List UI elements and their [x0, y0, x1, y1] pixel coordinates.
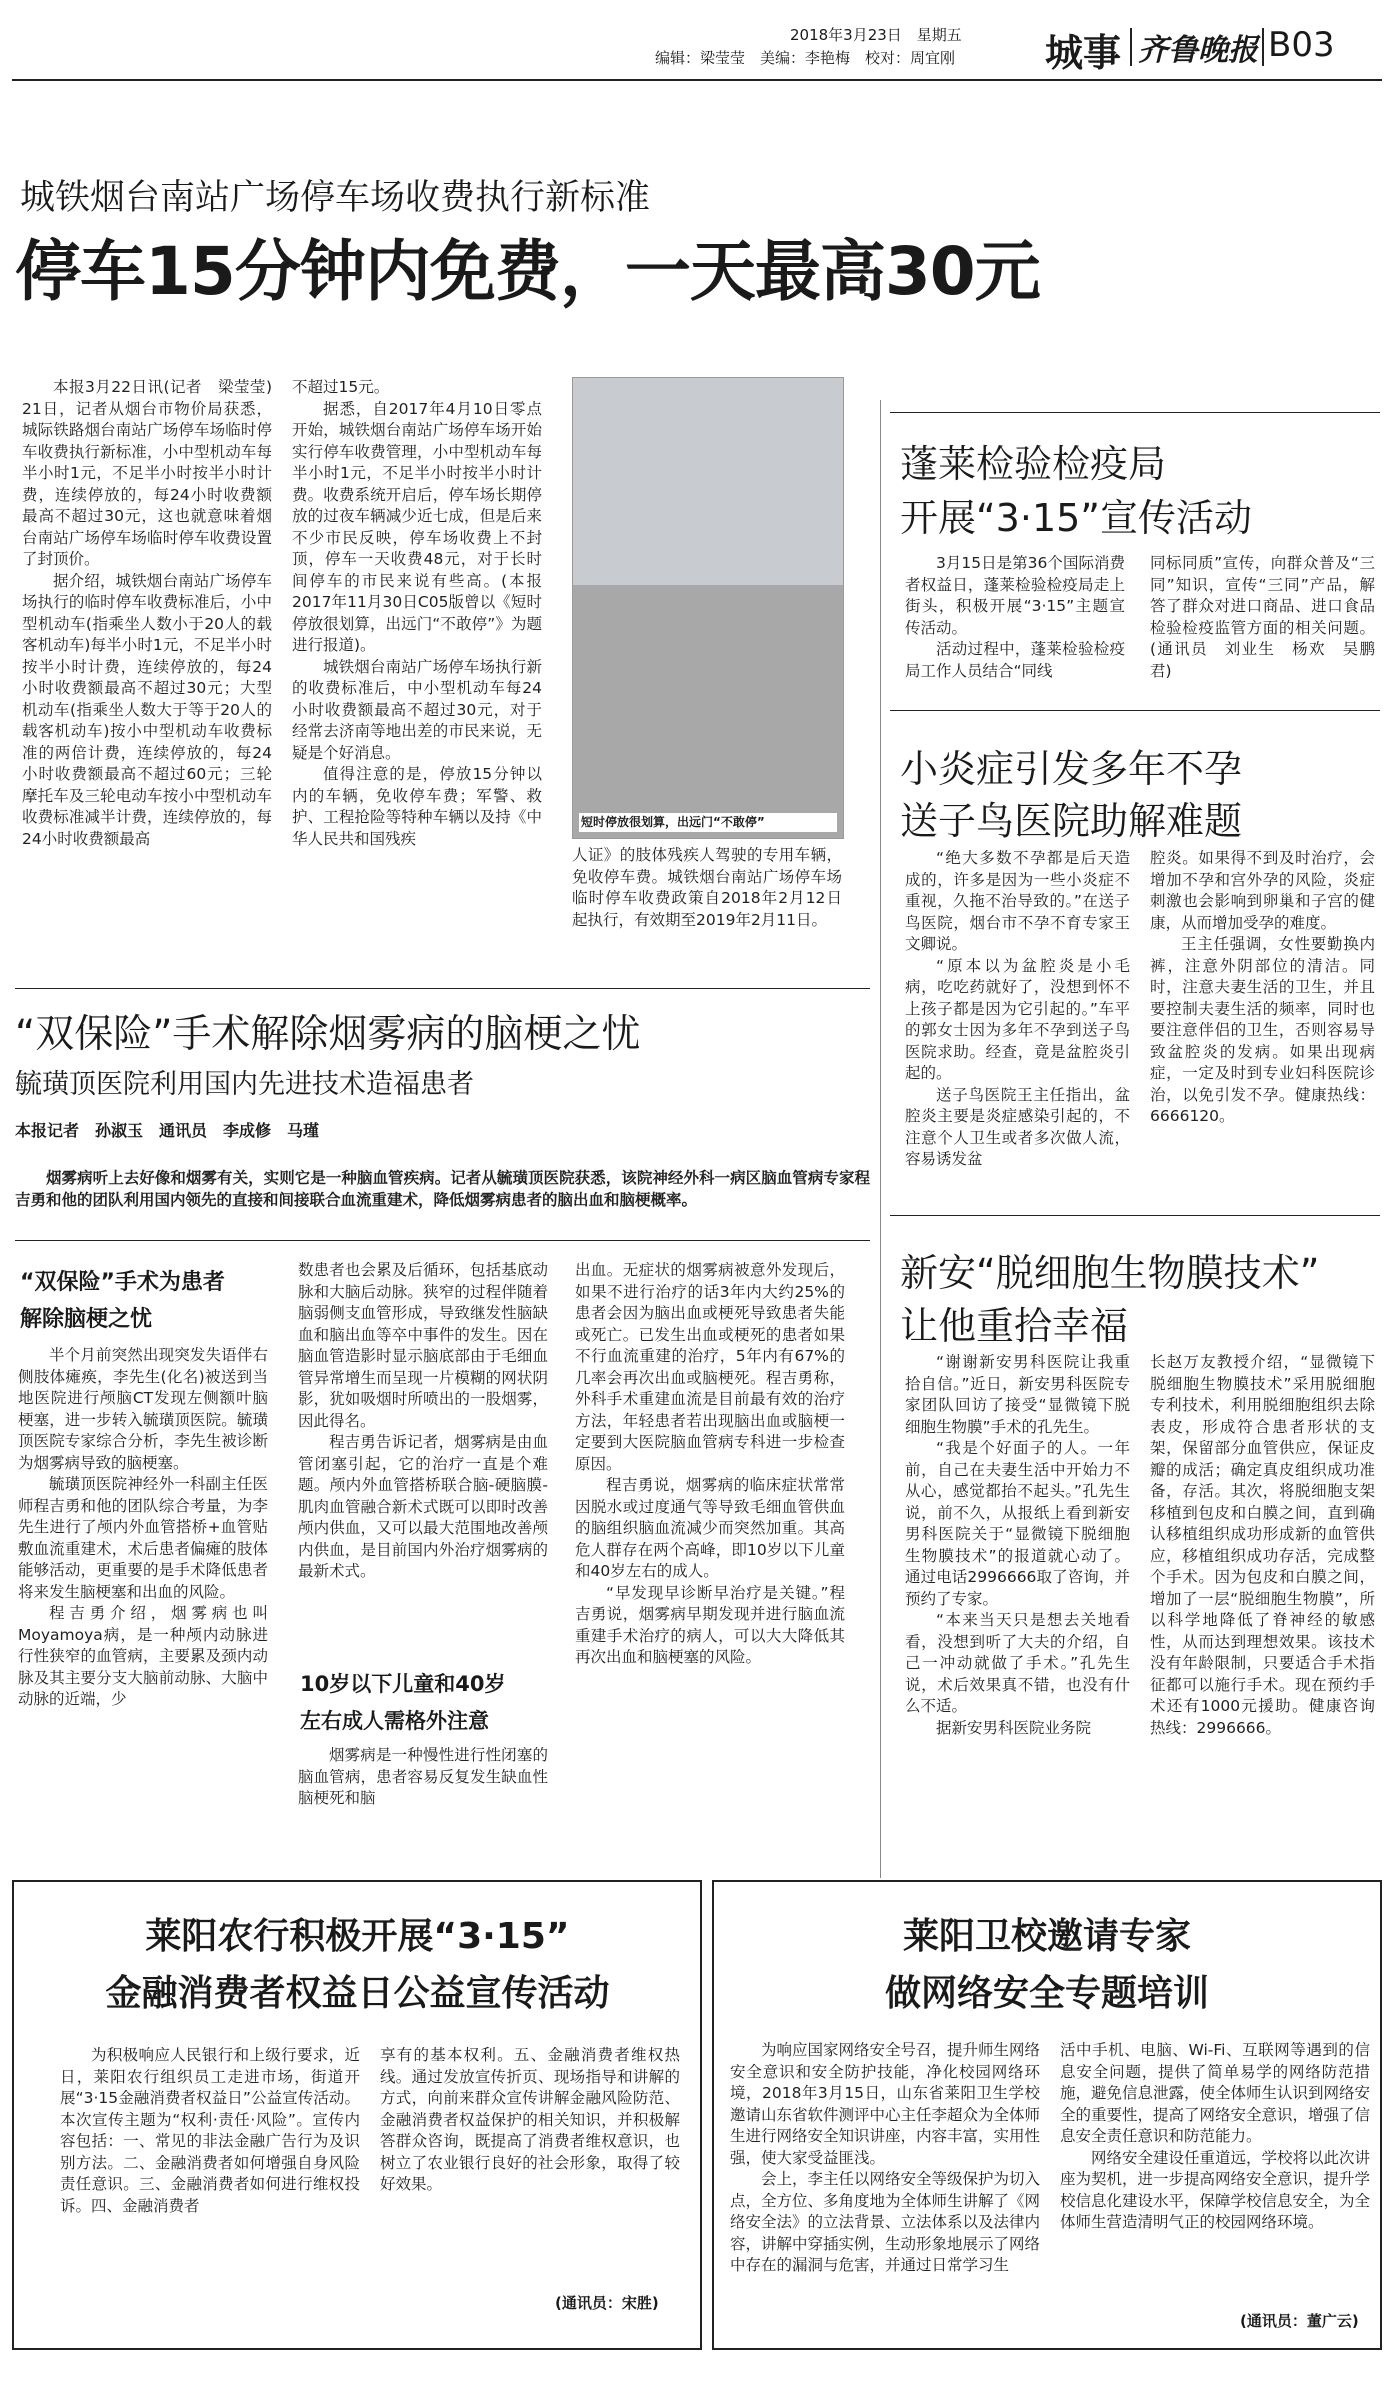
moyamoya-lead — [15, 1168, 870, 1211]
paragraph: 程吉勇介绍，烟雾病也叫Moyamoya病，是一种颅内动脉进行性狭窄的血管病，主要累及颈内动脉及其主要分支大脑前动脉、大脑中动脉的近端，少 — [18, 1604, 268, 1708]
laiyang-school-credit: (通讯员：董广云) — [1240, 2312, 1359, 2330]
paragraph: “绝大多数不孕都是后天造成的，许多是因为一些小炎症不重视，久拖不治导致的。”在送子鸟医院，烟台市不孕不育专家王文卿说。 — [905, 849, 1130, 953]
laiyang-bank-col-2 — [380, 2045, 680, 2196]
infertility-title-1: 小炎症引发多年不孕 — [900, 747, 1243, 791]
paragraph: “我是个好面子的人。一年前，自己在夫妻生活中开始力不从心，感觉都抬不起头。”孔先生说，前不久，从报纸上看到新安男科医院关于“显微镜下脱细胞生物膜技术”的报道就心动了。通过电话2996666取了咨询，并预约了专家。 — [905, 1439, 1130, 1608]
laiyang-school-col-2 — [1060, 2040, 1370, 2234]
editors-line: 编辑：梁莹莹 美编：李艳梅 校对：周宜刚 — [655, 49, 956, 67]
penglai-title-1: 蓬莱检验检疫局 — [900, 442, 1167, 486]
paragraph: 为积极响应人民银行和上级行要求，近日，莱阳农行组织员工走进市场，街道开展“3·15金融消费者权益日”公益宣传活动。本次宣传主题为“权利·责任·风险”。宣传内容包括：一、常见的非法金融广告行为及识别方法。二、金融消费者如何增强自身风险责任意识。三、金融消费者如何进行维权投诉。四、金融消费者 — [60, 2046, 360, 2215]
laiyang-school-title-1: 莱阳卫校邀请专家 — [902, 1916, 1191, 1957]
paragraph: 据悉，自2017年4月10日零点开始，城铁烟台南站广场停车场开始实行停车收费管理，小中型机动车每半小时1元，不足半小时按半小时计费。收费系统开启后，停车场长期停放的过夜车辆减少近七成，但是后来不少市民反映，停车场收费上不封顶，停车一天收费48元，对于长时间停车的市民来说有些高。(本报2017年11月30日C05版曾以《短时停放很划算，出远门“不敢停”》为题进行报道)。 — [292, 399, 542, 654]
moyamoya-col-2b — [298, 1745, 548, 1810]
paragraph: 本报3月22日讯(记者 梁莹莹) 21日，记者从烟台市物价局获悉，城际铁路烟台南站广场停车场临时停车收费执行新标准，小中型机动车每半小时1元，不足半小时按半小时计费，连续停放的，每24小时收费额最高不超过30元，这也就意味着烟台南站广场停车场临时停车收费设置了封顶价。 — [22, 378, 288, 568]
xinan-title-1: 新安“脱细胞生物膜技术” — [900, 1251, 1320, 1295]
xinan-col-1 — [905, 1352, 1130, 1739]
moyamoya-top-rule — [15, 988, 870, 989]
moyamoya-col-3 — [575, 1260, 845, 1865]
paragraph: 活动过程中，蓬莱检验检疫局工作人员结合“同线 — [905, 640, 1125, 680]
laiyang-school-col-1 — [730, 2040, 1040, 2277]
photo-caption: 短时停放很划算，出远门“不敢停” — [579, 813, 837, 832]
paragraph: “本来当天只是想去关地看看，没想到听了大夫的介绍，自己一冲动就做了手术。”孔先生说，术后效果真不错，也没有什么不适。 — [905, 1611, 1130, 1715]
moyamoya-subtitle: 毓璜顶医院利用国内先进技术造福患者 — [15, 1069, 474, 1100]
paragraph: 程吉勇告诉记者，烟雾病是由血管闭塞引起，它的治疗一直是个难题。颅内外血管搭桥联合脑-硬脑膜-肌肉血管融合新术式既可以即时改善颅内供血，又可以最大范围地改善颅内供血，是目前国内外治疗烟雾病的最新术式。 — [298, 1433, 548, 1580]
paragraph: 毓璜顶医院神经外一科副主任医师程吉勇和他的团队综合考量，为李先生进行了颅内外血管搭桥+血管贴敷血流重建术，术后患者偏瘫的肢体能够活动，更重要的是手术降低患者将来发生脑梗塞和出血的风险。 — [18, 1475, 268, 1601]
laiyang-bank-title-2: 金融消费者权益日公益宣传活动 — [105, 1973, 610, 2014]
paragraph: 网络安全建设任重道远，学校将以此次讲座为契机，进一步提高网络安全意识，提升学校信息化建设水平，保障学校信息安全，为全体师生营造清明气正的校园网络环境。 — [1060, 2148, 1371, 2231]
paragraph: 长赵万友教授介绍，“显微镜下脱细胞生物膜技术”采用脱细胞专利技术，利用脱细胞组织去除表皮，形成符合患者形状的支架，保留部分血管供应，保证皮瓣的成活；确定真皮组织成功准备，存活。其次，将脱细胞支架移植到包皮和白膜之间，直到确认移植组织成功形成新的血管供应，移植组织成功存活，完成整个手术。因为包皮和白膜之间，增加了一层“脱细胞生物膜”，所以科学地降低了脊神经的敏感性，从而达到理想效果。该技术没有年龄限制，只要适合手术指征都可以施行手术。现在预约手术还有1000元援助。健康咨询热线：2996666。 — [1150, 1353, 1375, 1737]
xinan-title-2: 让他重拾幸福 — [900, 1304, 1129, 1348]
paragraph: “谢谢新安男科医院让我重拾自信。”近日，新安男科医院专家团队回访了接受“显微镜下脱细胞生物膜”手术的孔先生。 — [905, 1353, 1130, 1436]
paragraph: 3月15日是第36个国际消费者权益日，蓬莱检验检疫局走上街头，积极开展“3·15”主题宣传活动。 — [905, 554, 1125, 637]
moyamoya-title: “双保险”手术解除烟雾病的脑梗之忧 — [15, 1012, 641, 1057]
paragraph: 程吉勇说，烟雾病的临床症状常常因脱水或过度通气等导致毛细血管供血的脑组织脑血流减少而突然加重。其高危人群存在两个高峰，即10岁以下儿童和40岁左右的成人。 — [575, 1476, 845, 1580]
infertility-title-2: 送子鸟医院助解难题 — [900, 799, 1243, 843]
lead-col-1 — [22, 377, 288, 972]
infertility-top-rule — [890, 710, 1380, 711]
penglai-top-rule — [890, 412, 1380, 413]
paragraph: 腔炎。如果得不到及时治疗，会增加不孕和宫外孕的风险，炎症刺激也会影响到卵巢和子宫的健康，从而增加受孕的难度。 — [1150, 849, 1375, 932]
paragraph: 不超过15元。 — [292, 378, 390, 396]
paragraph: “早发现早诊断早治疗是关键。”程吉勇说，烟雾病早期发现并进行脑血流重建手术治疗的病人，可以大大降低其再次出血和脑梗塞的风险。 — [575, 1583, 845, 1666]
moyamoya-subhead-1b: 解除脑梗之忧 — [20, 1307, 153, 1332]
date-line: 2018年3月23日 星期五 — [790, 26, 962, 44]
moyamoya-subhead-2a: 10岁以下儿童和40岁 — [300, 1672, 506, 1696]
paragraph: 烟雾病听上去好像和烟雾有关，实则它是一种脑血管疾病。记者从毓璜顶医院获悉，该院神经外科一病区脑血管病专家程吉勇和他的团队利用国内领先的直接和间接联合血流重建术，降低烟雾病患者的脑出血和脑梗概率。 — [15, 1169, 870, 1209]
lead-photo — [572, 377, 844, 839]
lead-col-2 — [292, 377, 542, 972]
paragraph: 王主任强调，女性要勤换内裤，注意外阴部位的清洁。同时，注意夫妻生活的卫生，并且要控制夫妻生活的频率，同时也要注意伴侣的卫生，否则容易导致盆腔炎的发病。如果出现病症，一定及时到专业妇科医院诊治，以免引发不孕。健康热线：6666120。 — [1150, 935, 1375, 1125]
xinan-col-2 — [1150, 1352, 1375, 1739]
laiyang-bank-title-1: 莱阳农行积极开展“3·15” — [145, 1916, 570, 1957]
moyamoya-subhead-1a: “双保险”手术为患者 — [20, 1270, 225, 1295]
paragraph: 同标同质”宣传，向群众普及“三同”知识，宣传“三同”产品，解答了群众对进口商品、进口食品检验检疫监管方面的相关问题。(通讯员 刘业生 杨欢 吴鹏君) — [1150, 554, 1375, 680]
header-divider-2 — [1262, 28, 1264, 66]
laiyang-school-title-2: 做网络安全专题培训 — [884, 1973, 1209, 2014]
lead-headline: 停车15分钟内免费，一天最高30元 — [15, 233, 1040, 310]
paper-logo: 齐鲁晚报 — [1138, 33, 1258, 68]
paragraph: 据介绍，城铁烟台南站广场停车场执行的临时停车收费标准后，小中型机动车(指乘坐人数小于20人的载客机动车)每半小时1元，不足半小时按半小时计费，连续停放的，每24小时收费额最高不超过30元；大型机动车(指乘坐人数大于等于20人的载客机动车)按小中型机动车收费标准的两倍计费，连续停放的，每24小时收费额最高不超过60元；三轮摩托车及三轮电动车按小中型机动车收费标准减半计费，连续停放的，每24小时收费额最高 — [22, 571, 272, 848]
penglai-col-1 — [905, 553, 1125, 682]
page-code: B03 — [1268, 25, 1335, 65]
section-name: 城事 — [1045, 31, 1122, 75]
photo-sky — [573, 378, 843, 585]
moyamoya-subhead-2b: 左右成人需格外注意 — [300, 1709, 489, 1733]
xinan-top-rule — [890, 1215, 1380, 1216]
laiyang-bank-col-1 — [60, 2045, 360, 2217]
photo-ground — [573, 585, 843, 838]
paragraph: 半个月前突然出现突发失语伴右侧肢体瘫痪，李先生(化名)被送到当地医院进行颅脑CT发现左侧额叶脑梗塞，进一步转入毓璜顶医院。毓璜顶医院专家综合分析，李先生被诊断为烟雾病导致的脑梗塞。 — [18, 1346, 268, 1472]
infertility-col-2 — [1150, 848, 1375, 1128]
moyamoya-lead-rule — [15, 1240, 870, 1241]
paragraph: 城铁烟台南站广场停车场执行新的收费标准后，中小型机动车每24小时收费额最高不超过30元，对于经常去济南等地出差的市民来说，无疑是个好消息。 — [292, 657, 542, 762]
paragraph: 人证》的肢体残疾人驾驶的专用车辆，免收停车费。城铁烟台南站广场停车场临时停车收费政策自2018年2月12日起执行，有效期至2019年2月11日。 — [572, 846, 842, 929]
column-divider — [880, 400, 881, 1878]
infertility-col-1 — [905, 848, 1130, 1171]
moyamoya-byline: 本报记者 孙淑玉 通讯员 李成修 马瑾 — [15, 1121, 320, 1140]
lead-kicker: 城铁烟台南站广场停车场收费执行新标准 — [20, 178, 651, 218]
paragraph: 活中手机、电脑、Wi-Fi、互联网等遇到的信息安全问题，提供了简单易学的网络防范措施，避免信息泄露，使全体师生认识到网络安全的重要性，提高了网络安全意识，增强了信息安全责任意识和防范能力。 — [1060, 2041, 1371, 2145]
paragraph: 为响应国家网络安全号召，提升师生网络安全意识和安全防护技能，净化校园网络环境，2018年3月15日，山东省莱阳卫生学校邀请山东省软件测评中心主任李超众为全体师生进行网络安全知识讲座，内容丰富，实用性强，使大家受益匪浅。 — [730, 2041, 1041, 2167]
paragraph: 数患者也会累及后循环，包括基底动脉和大脑后动脉。狭窄的过程伴随着脑弱侧支血管形成，导致继发性脑缺血和脑出血等卒中事件的发生。因在脑血管造影时显示脑底部由于毛细血管异常增生而呈现一片模糊的网状阴影，犹如吸烟时所喷出的一股烟雾，因此得名。 — [298, 1261, 548, 1430]
header-rule — [12, 79, 1382, 81]
paragraph: 会上，李主任以网络安全等级保护为切入点，全方位、多角度地为全体师生讲解了《网络安全法》的立法背景、立法体系以及法律内容，讲解中穿插实例，生动形象地展示了网络中存在的漏洞与危害，并通过日常学习生 — [730, 2170, 1041, 2274]
paragraph: “原本以为盆腔炎是小毛病，吃吃药就好了，没想到怀不上孩子都是因为它引起的。”车平的郭女士因为多年不孕到送子鸟医院求助。经查，竟是盆腔炎引起的。 — [905, 956, 1130, 1082]
paragraph: 值得注意的是，停放15分钟以内的车辆，免收停车费；军警、救护、工程抢险等特种车辆以及持《中华人民共和国残疾 — [292, 765, 542, 848]
moyamoya-col-2 — [298, 1260, 548, 1655]
penglai-col-2 — [1150, 553, 1375, 682]
penglai-title-2: 开展“3·15”宣传活动 — [900, 496, 1252, 540]
moyamoya-col-1 — [18, 1345, 268, 1865]
laiyang-bank-credit: (通讯员：宋胜) — [555, 2294, 659, 2312]
paragraph: 出血。无症状的烟雾病被意外发现后，如果不进行治疗的话3年内大约25%的患者会因为脑出血或梗死导致患者失能或死亡。已发生出血或梗死的患者如果不行血流重建的治疗，5年内有67%的几率会再次出血或脑梗死。程吉勇称，外科手术重建血流是目前最有效的治疗方法，年轻患者若出现脑出血或脑梗一定要到大医院脑血管病专科进一步检查原因。 — [575, 1261, 845, 1473]
lead-col-3 — [572, 845, 842, 931]
page-header — [0, 0, 1395, 80]
paragraph: 烟雾病是一种慢性进行性闭塞的脑血管病，患者容易反复发生缺血性脑梗死和脑 — [298, 1746, 548, 1807]
paragraph: 据新安男科医院业务院 — [936, 1718, 1092, 1737]
header-divider — [1130, 28, 1132, 66]
paragraph: 享有的基本权利。五、金融消费者维权热线。通过发放宣传折页、现场指导和讲解的方式，向前来群众宣传讲解金融风险防范、金融消费者权益保护的相关知识，并积极解答群众咨询，既提高了消费者维权意识，也树立了农业银行良好的社会形象，取得了较好效果。 — [380, 2046, 680, 2193]
paragraph: 送子鸟医院王主任指出，盆腔炎主要是炎症感染引起的，不注意个人卫生或者多次做人流，容易诱发盆 — [905, 1085, 1130, 1168]
